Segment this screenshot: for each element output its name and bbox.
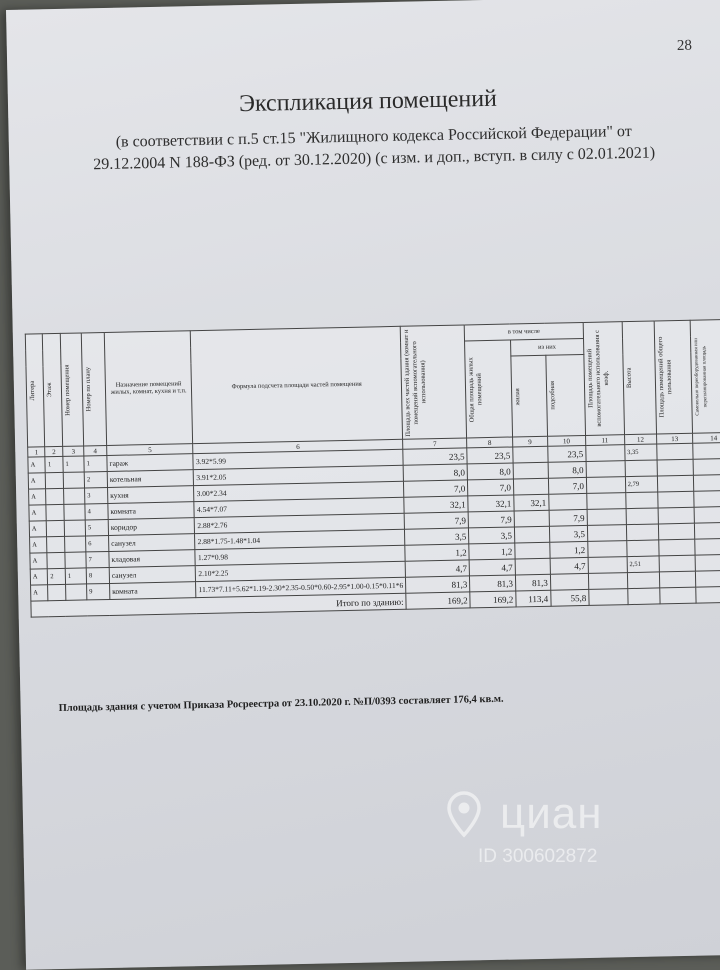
cell-aux [549,493,587,510]
cell-aux: 7,9 [549,509,587,526]
cell-etazh [46,472,64,488]
cell-etazh [46,488,64,504]
cell-etazh [47,520,65,536]
cell-formula: 3.92*5.99 [193,449,403,469]
header-height: Высота [622,321,657,435]
cell-pom [66,584,87,600]
cell-living [515,558,550,575]
cell-pom [64,488,85,504]
cell-living_total: 81,3 [470,575,516,592]
cell-empty [587,493,626,510]
cell-litera: А [28,457,46,473]
cell-name: гараж [107,454,194,472]
cell-etazh: 1 [45,456,63,472]
cell-empty [694,490,720,507]
cell-no: 4 [85,503,108,519]
header-purpose: Назначение помещений жилых, комнат, кухня и т.п. [104,331,193,446]
cell-litera: А [28,473,46,489]
cell-empty [627,588,660,605]
cell-height [627,572,660,589]
cell-empty [657,459,694,476]
column-index-cell: 6 [193,439,403,453]
cell-empty [694,474,720,491]
cell-empty [658,491,695,508]
footer-note: Площадь здания с учетом Приказа Росреестра от 23.10.2020 г. №П/0393 составляет 176,4 кв.м. [58,693,504,715]
cell-empty [589,589,628,606]
header-plan-no: Номер по плану [81,333,106,446]
cell-living [513,478,548,495]
cell-height: 3,35 [624,444,657,461]
cell-etazh [46,504,64,520]
cell-name: котельная [107,470,194,488]
cell-aux: 23,5 [548,445,586,462]
cell-empty [658,507,695,524]
page-number: 28 [676,37,693,54]
cell-height [626,524,659,541]
cell-empty [659,555,696,572]
cell-name: кладовая [109,550,196,568]
explication-table [25,319,720,618]
cell-height: 2,51 [627,556,660,573]
cell-total: 8,0 [403,464,467,481]
column-index-cell: 9 [512,436,547,447]
header-aux-area: Площадь помещений вспомогательного использования с коэф. [583,322,624,436]
cell-empty [588,557,627,574]
header-living-total: Общая площадь жилых помещений [465,340,513,438]
cell-formula: 3.91*2.05 [194,465,404,485]
cell-living_total: 23,5 [467,447,513,464]
cell-empty [587,509,626,526]
column-index-cell: 8 [467,437,513,448]
cell-empty [588,573,627,590]
cell-no: 2 [84,471,107,487]
cell-pom [64,520,85,536]
cell-total: 81,3 [406,576,470,593]
cell-empty [657,443,694,460]
column-index-cell: 4 [84,445,107,455]
cell-name: коридор [108,518,195,536]
cell-living: 32,1 [514,494,549,511]
cell-formula: 2.10*2.25 [196,561,406,581]
cell-total: 4,7 [405,560,469,577]
cell-name: комната [108,502,195,520]
cell-formula: 4.54*7.07 [194,497,404,517]
cell-litera: А [29,489,47,505]
cell-formula: 11.73*7.11+5.62*1.19-2.30*2.35-0.50*0.60-2.95*1.00-0.15*0.11*6 [196,577,406,597]
header-aux: подсобная [546,354,586,436]
cell-empty [658,523,695,540]
header-storey: Этаж [43,333,63,446]
cell-aux: 3,5 [549,525,587,542]
cell-etazh [48,584,66,600]
column-index-cell: 11 [585,435,624,446]
cell-living_total: 8,0 [467,463,513,480]
cell-total: 32,1 [404,496,468,513]
cell-total: 3,5 [405,528,469,545]
cell-living_total: 7,9 [468,511,514,528]
cell-height [626,540,659,557]
location-pin-icon [440,790,488,838]
cell-height [626,508,659,525]
cell-empty [693,442,720,459]
watermark-brand: циан [500,789,603,838]
cell-no: 8 [86,567,109,583]
cell-pom [65,552,86,568]
cell-empty [660,587,697,604]
cell-living_total: 7,0 [468,479,514,496]
cell-empty [693,458,720,475]
cell-no: 6 [86,535,109,551]
cell-living [515,542,550,559]
cell-formula: 3.00*2.34 [194,481,404,501]
cell-living_total: 3,5 [469,527,515,544]
total-label: Итого по зданию: [31,593,406,617]
cell-no: 3 [85,487,108,503]
cell-pom [63,472,84,488]
cell-empty [587,525,626,542]
cell-empty [586,461,625,478]
total-living-total: 169,2 [470,591,516,608]
cell-height [625,492,658,509]
document-title: Экспликация помещений [238,85,498,118]
cell-aux [550,573,588,590]
cell-total: 7,9 [404,512,468,529]
cell-pom [64,504,85,520]
cell-name: кухня [107,486,194,504]
cell-etazh [47,552,65,568]
cell-litera: А [30,569,48,585]
cell-formula: 2.88*1.75-1.48*1.04 [195,529,405,549]
cell-no: 9 [87,583,110,599]
cell-living [514,510,549,527]
column-index-cell: 7 [403,438,467,449]
cell-living [514,526,549,543]
cell-pom [65,536,86,552]
column-index-cell: 1 [28,447,46,457]
document-page [6,0,720,970]
cell-empty [696,586,720,603]
document-subtitle-line1: (в соответствии с п.5 ст.15 "Жилищного кодекса Российской Федерации" от [115,122,632,151]
header-area-total: Площадь всех частей здания (комнат и помещений вспомогательного использования) [400,325,466,439]
cell-litera: А [30,553,48,569]
cell-formula: 2.88*2.76 [195,513,405,533]
cell-name: комната [109,582,196,600]
cell-total: 1,2 [405,544,469,561]
table-body [28,432,720,617]
column-index-cell: 5 [107,444,194,456]
cell-empty [695,538,720,555]
cell-height: 2,79 [625,476,658,493]
cell-empty [588,541,627,558]
header-common-area: Площадь помещений общего пользования [654,320,693,434]
cell-empty [696,570,720,587]
cell-aux: 4,7 [550,557,588,574]
cell-empty [695,522,720,539]
cell-total: 7,0 [404,480,468,497]
header-room-no: Номер помещения [60,333,83,446]
cell-living_total: 1,2 [469,543,515,560]
column-index-cell: 14 [693,432,720,443]
cell-aux: 1,2 [550,541,588,558]
column-index-cell: 2 [45,446,63,456]
cell-no: 1 [84,455,107,471]
cell-living [513,446,548,463]
cell-litera: А [29,505,47,521]
cell-empty [659,571,696,588]
cell-name: санузел [108,534,195,552]
header-litera: Литера [25,334,45,447]
cell-litera: А [31,585,49,601]
cell-empty [586,445,625,462]
cell-empty [695,554,720,571]
header-living: жилая [511,355,548,437]
cell-no: 7 [86,551,109,567]
watermark-id: ID 300602872 [478,846,598,867]
cell-aux: 7,0 [548,477,586,494]
header-incl: в том числе [464,322,583,340]
cell-living_total: 32,1 [468,495,514,512]
total-aux: 55,8 [551,589,589,606]
cell-etazh: 2 [48,568,66,584]
cell-name: санузел [109,566,196,584]
cell-empty [659,539,696,556]
cell-no: 5 [85,519,108,535]
column-index-cell: 12 [624,434,656,445]
cell-empty [694,506,720,523]
cell-pom: 1 [65,568,86,584]
header-of-which: из них [510,338,583,356]
cell-empty [657,475,694,492]
column-index-cell: 10 [547,435,585,446]
total-area: 169,2 [406,592,470,609]
cell-aux: 8,0 [548,461,586,478]
column-index-cell: 3 [63,446,84,456]
column-index-cell: 13 [656,433,692,444]
cell-litera: А [29,521,47,537]
cell-living [513,462,548,479]
cell-etazh [47,536,65,552]
cell-formula: 1.27*0.98 [195,545,405,565]
document-subtitle-line2: 29.12.2004 N 188-ФЗ (ред. от 30.12.2020) (с изм. и доп., вступ. в силу с 02.01.2021) [93,144,656,174]
cell-empty [586,477,625,494]
header-formula: Формула подсчета площади частей помещения [191,326,403,443]
header-unauthorized: Самовольно переоборудованная или перепланированная площадь [690,319,720,433]
cell-height [625,460,658,477]
cell-pom: 1 [63,456,84,472]
total-living: 113,4 [516,590,551,607]
cell-total: 23,5 [403,448,467,465]
cell-living: 81,3 [515,574,550,591]
cell-living_total: 4,7 [469,559,515,576]
cell-litera: А [30,537,48,553]
